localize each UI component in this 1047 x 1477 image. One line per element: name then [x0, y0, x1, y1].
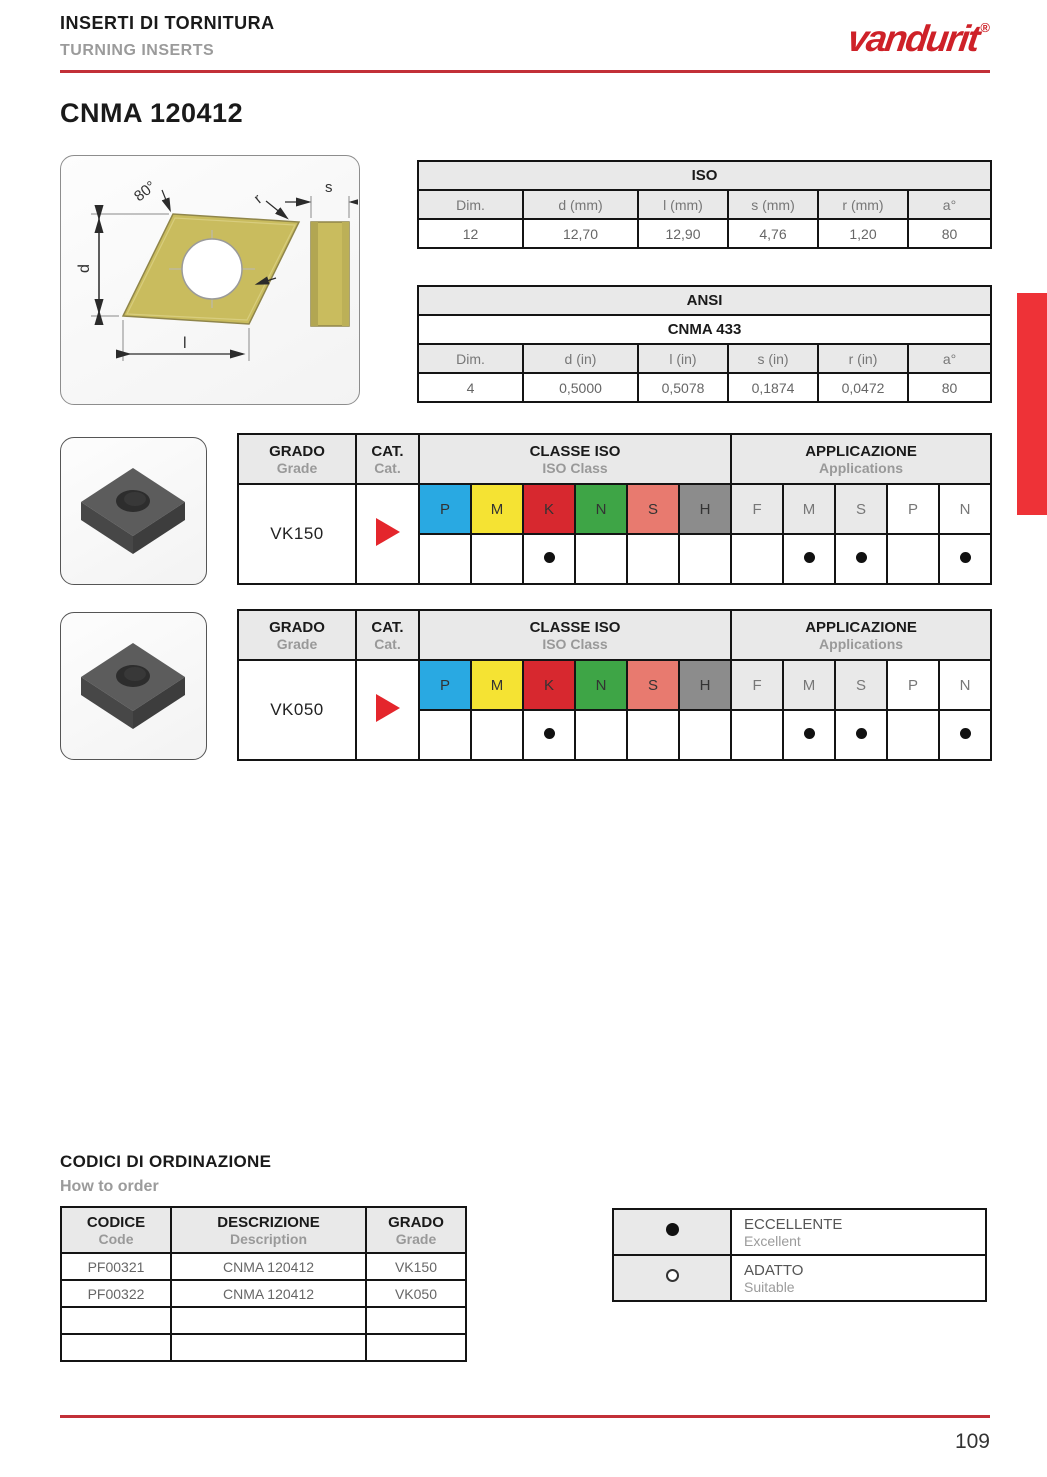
order-row-4: [61, 1334, 466, 1361]
iso-class-mark-K: [523, 710, 575, 760]
grade-block-vk050: [237, 609, 992, 761]
category-cell: [356, 660, 419, 760]
ansi-val-r: 0,0472: [818, 373, 908, 402]
header-grado: [238, 434, 356, 484]
iso-col-dim: Dim.: [418, 190, 523, 219]
iso-class-mark-M: [471, 710, 523, 760]
order-description: [171, 1307, 366, 1334]
order-col-grado-main: GRADO: [388, 1213, 444, 1231]
order-code: PF00321: [61, 1253, 171, 1280]
header-classe-iso: [419, 434, 731, 484]
order-row-3: [61, 1307, 466, 1334]
iso-col-r: r (mm): [818, 190, 908, 219]
iso-val-a: 80: [908, 219, 991, 248]
grade-name: VK050: [238, 660, 356, 760]
order-col-codice-main: CODICE: [86, 1213, 146, 1231]
iso-col-d: d (mm): [523, 190, 638, 219]
legend-row-excellent: [613, 1209, 986, 1255]
application-P: P: [887, 660, 939, 710]
application-M: M: [783, 484, 835, 534]
iso-class-H: H: [679, 660, 731, 710]
header-grado-main: GRADO: [269, 442, 325, 460]
ansi-val-s: 0,1874: [728, 373, 818, 402]
application-mark-M: [783, 710, 835, 760]
header-grado-sub: Grade: [276, 635, 318, 652]
order-col-descrizione: [171, 1207, 366, 1253]
header-grado: [238, 610, 356, 660]
iso-class-mark-P: [419, 710, 471, 760]
ansi-val-dim: 4: [418, 373, 523, 402]
application-F: F: [731, 660, 783, 710]
legend-label: ECCELLENTE: [744, 1215, 843, 1233]
iso-class-M: M: [471, 660, 523, 710]
iso-class-mark-P: [419, 534, 471, 584]
header-applicazione-main: APPLICAZIONE: [805, 618, 917, 636]
application-P: P: [887, 484, 939, 534]
ordering-table: [60, 1206, 467, 1362]
legend-wrap: [612, 1208, 987, 1302]
header-cat-main: CAT.: [371, 442, 404, 460]
insert-technical-drawing: [61, 156, 358, 403]
application-mark-P: [887, 710, 939, 760]
excellent-dot-icon: [856, 552, 867, 563]
insert-photo-vk150: [60, 437, 207, 585]
legend-text-cell: [731, 1209, 986, 1255]
iso-class-mark-N: [575, 534, 627, 584]
application-N: N: [939, 660, 991, 710]
iso-class-K: K: [523, 660, 575, 710]
application-S: S: [835, 660, 887, 710]
page-number: 109: [954, 1430, 990, 1453]
legend-symbol-cell: [613, 1255, 731, 1301]
category-triangle-icon: [376, 694, 400, 722]
insert-photo-graphic: [61, 438, 205, 583]
ansi-val-d: 0,5000: [523, 373, 638, 402]
product-title: CNMA 120412: [60, 98, 244, 128]
order-col-grado-sub: Grade: [395, 1230, 437, 1247]
registered-mark: ®: [980, 20, 990, 35]
iso-col-l: l (mm): [638, 190, 728, 219]
iso-val-dim: 12: [418, 219, 523, 248]
legend-sublabel: Suitable: [744, 1278, 795, 1295]
header-classe-iso-main: CLASSE ISO: [529, 442, 621, 460]
application-mark-F: [731, 710, 783, 760]
header-cat: [356, 610, 419, 660]
header-applicazione-sub: Applications: [819, 459, 904, 476]
iso-class-mark-S: [627, 710, 679, 760]
ansi-col-r: r (in): [818, 344, 908, 373]
brand-logo: [845, 18, 990, 64]
dim-label-r: r: [250, 190, 266, 208]
iso-class-H: H: [679, 484, 731, 534]
header-cat-sub: Cat.: [374, 459, 401, 476]
legend-table: [612, 1208, 987, 1302]
order-col-grado: [366, 1207, 466, 1253]
ansi-col-a: a°: [908, 344, 991, 373]
legend-label: ADATTO: [744, 1261, 804, 1279]
order-description: CNMA 120412: [171, 1253, 366, 1280]
iso-col-a: a°: [908, 190, 991, 219]
iso-class-mark-N: [575, 710, 627, 760]
order-description: [171, 1334, 366, 1361]
iso-class-mark-K: [523, 534, 575, 584]
header-classe-iso: [419, 610, 731, 660]
iso-val-r: 1,20: [818, 219, 908, 248]
application-mark-P: [887, 534, 939, 584]
order-row-2: [61, 1280, 466, 1307]
application-M: M: [783, 660, 835, 710]
excellent-dot-icon: [960, 728, 971, 739]
header-classe-iso-sub: ISO Class: [542, 459, 608, 476]
legend-sublabel: Excellent: [744, 1232, 801, 1249]
grade-name: VK150: [238, 484, 356, 584]
ansi-val-a: 80: [908, 373, 991, 402]
header-applicazione-sub: Applications: [819, 635, 904, 652]
order-grade: VK050: [366, 1280, 466, 1307]
ordering-subtitle: How to order: [60, 1178, 159, 1195]
footer-rule: [60, 1415, 990, 1418]
order-description: CNMA 120412: [171, 1280, 366, 1307]
order-grade: [366, 1307, 466, 1334]
grade-table-VK150: [237, 433, 992, 585]
order-grade: VK150: [366, 1253, 466, 1280]
iso-class-S: S: [627, 484, 679, 534]
excellent-dot-icon: [804, 728, 815, 739]
open-circle-icon: [666, 1269, 679, 1282]
application-mark-N: [939, 534, 991, 584]
dim-label-l: l: [183, 335, 187, 352]
ansi-spec-table: [417, 285, 992, 403]
ordering-table-wrap: [60, 1206, 467, 1362]
ordering-title: CODICI DI ORDINAZIONE: [60, 1152, 272, 1171]
header-grado-main: GRADO: [269, 618, 325, 636]
insert-photo-vk050: [60, 612, 207, 760]
ansi-val-l: 0,5078: [638, 373, 728, 402]
legend-symbol-cell: [613, 1209, 731, 1255]
iso-class-P: P: [419, 484, 471, 534]
ansi-col-l: l (in): [638, 344, 728, 373]
iso-val-l: 12,90: [638, 219, 728, 248]
dim-label-angle: 80°: [130, 177, 160, 206]
excellent-dot-icon: [960, 552, 971, 563]
application-mark-S: [835, 534, 887, 584]
category-cell: [356, 484, 419, 584]
excellent-dot-icon: [856, 728, 867, 739]
header-applicazione-main: APPLICAZIONE: [805, 442, 917, 460]
header-grado-sub: Grade: [276, 459, 318, 476]
insert-photo-graphic: [61, 613, 205, 758]
ansi-col-d: d (in): [523, 344, 638, 373]
excellent-dot-icon: [544, 728, 555, 739]
ansi-col-dim: Dim.: [418, 344, 523, 373]
excellent-dot-icon: [804, 552, 815, 563]
header-cat-sub: Cat.: [374, 635, 401, 652]
grade-block-vk150: [237, 433, 992, 585]
iso-col-s: s (mm): [728, 190, 818, 219]
category-triangle-icon: [376, 518, 400, 546]
iso-spec-table: [417, 160, 992, 249]
excellent-dot-icon: [544, 552, 555, 563]
iso-class-mark-H: [679, 710, 731, 760]
order-code: [61, 1307, 171, 1334]
filled-dot-icon: [666, 1223, 679, 1236]
application-mark-M: [783, 534, 835, 584]
application-S: S: [835, 484, 887, 534]
application-F: F: [731, 484, 783, 534]
legend-row-suitable: [613, 1255, 986, 1301]
iso-class-P: P: [419, 660, 471, 710]
page-subtitle: TURNING INSERTS: [60, 42, 215, 59]
order-col-descrizione-main: DESCRIZIONE: [217, 1213, 320, 1231]
iso-class-N: N: [575, 660, 627, 710]
iso-table-title: ISO: [418, 161, 991, 190]
iso-class-K: K: [523, 484, 575, 534]
order-code: PF00322: [61, 1280, 171, 1307]
order-row-1: [61, 1253, 466, 1280]
iso-class-mark-S: [627, 534, 679, 584]
grade-table-VK050: [237, 609, 992, 761]
iso-class-S: S: [627, 660, 679, 710]
ansi-table-title: ANSI: [418, 286, 991, 315]
order-col-descrizione-sub: Description: [229, 1230, 307, 1247]
application-mark-F: [731, 534, 783, 584]
insert-hole: [182, 239, 242, 299]
ansi-designation: CNMA 433: [418, 315, 991, 344]
header-cat: [356, 434, 419, 484]
header-cat-main: CAT.: [371, 618, 404, 636]
header-applicazione: [731, 610, 991, 660]
ansi-col-s: s (in): [728, 344, 818, 373]
application-N: N: [939, 484, 991, 534]
section-index-tab: [1017, 293, 1047, 515]
iso-class-M: M: [471, 484, 523, 534]
header-applicazione: [731, 434, 991, 484]
order-col-codice-sub: Code: [98, 1230, 134, 1247]
iso-class-N: N: [575, 484, 627, 534]
header-rule: [60, 70, 990, 73]
order-code: [61, 1334, 171, 1361]
page-title: INSERTI DI TORNITURA: [60, 13, 275, 33]
iso-class-mark-M: [471, 534, 523, 584]
application-mark-S: [835, 710, 887, 760]
legend-text-cell: [731, 1255, 986, 1301]
dim-label-s: s: [325, 179, 333, 196]
header-classe-iso-sub: ISO Class: [542, 635, 608, 652]
order-grade: [366, 1334, 466, 1361]
iso-val-s: 4,76: [728, 219, 818, 248]
dim-label-d: d: [76, 264, 93, 273]
order-col-codice: [61, 1207, 171, 1253]
iso-class-mark-H: [679, 534, 731, 584]
technical-drawing-panel: [60, 155, 360, 405]
header-classe-iso-main: CLASSE ISO: [529, 618, 621, 636]
application-mark-N: [939, 710, 991, 760]
brand-logo-text: vandurit: [845, 18, 982, 59]
iso-val-d: 12,70: [523, 219, 638, 248]
